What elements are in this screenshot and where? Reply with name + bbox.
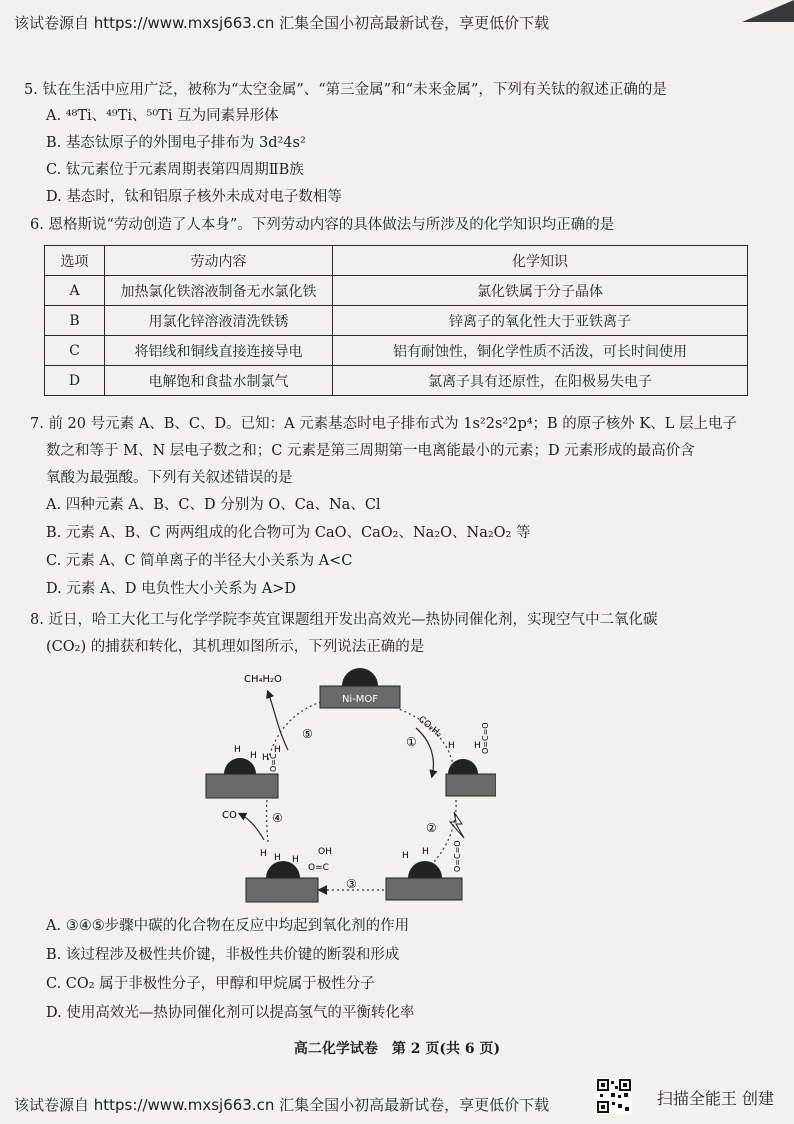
co-label: CO [222, 810, 237, 821]
table-row [45, 366, 748, 396]
q7-option-c: C. 元素 A、C 简单离子的半径大小关系为 A<C [46, 553, 353, 569]
catalyst-block-left [206, 774, 278, 798]
table-cell: 氯离子具有还原性，在阳极易失电子 [333, 366, 748, 396]
table-cell: B [45, 306, 105, 336]
source-banner-bottom[interactable]: 该试卷源自 https://www.mxsj663.cn 汇集全国小初高最新试卷，享更低价下载 [14, 1096, 550, 1114]
h-atom: H [474, 741, 481, 751]
table-header-cell: 选项 [45, 246, 105, 276]
table-cell: C [45, 336, 105, 366]
catalyst-block-right [446, 774, 496, 796]
q8-option-d: D. 使用高效光—热协同催化剂可以提高氢气的平衡转化率 [46, 1005, 415, 1021]
table-cell: 将铝线和铜线直接连接导电 [105, 336, 333, 366]
q8-option-b: B. 该过程涉及极性共价键，非极性共价键的断裂和形成 [46, 947, 400, 963]
q5-option-d: D. 基态时，钛和铝原子核外未成对电子数相等 [46, 189, 342, 205]
q7-stem-line-2: 数之和等于 M、N 层电子数之和；C 元素是第三周期第一电离能最小的元素；D 元素形成的最高价含 [46, 443, 695, 459]
q5-option-b: B. 基态钛原子的外围电子排布为 3d²4s² [46, 135, 306, 151]
table-cell: 加热氯化铁溶液制备无水氯化铁 [105, 276, 333, 306]
q7-option-d: D. 元素 A、D 电负性大小关系为 A>D [46, 581, 296, 597]
catalyst-dome-top [342, 668, 378, 686]
cycle-path-1 [321, 700, 454, 778]
step-3-label: ③ [346, 877, 357, 891]
formyl-group: O=C [308, 863, 329, 873]
page-footer: 高二化学试卷 第 2 页(共 6 页) [293, 1041, 501, 1057]
step-5-label: ⑤ [302, 727, 313, 741]
table-cell: 铝有耐蚀性，铜化学性质不活泼，可长时间使用 [333, 336, 748, 366]
step-1-label: ① [406, 735, 417, 749]
table-cell: A [45, 276, 105, 306]
h-atom: H [274, 745, 281, 755]
h-atom: H [292, 855, 299, 865]
h-atom: H [402, 851, 409, 861]
q7-option-b: B. 元素 A、B、C 两两组成的化合物可为 CaO、CaO₂、Na₂O、Na₂O₂ 等 [46, 525, 531, 541]
h-atom: H [422, 847, 429, 857]
mechanism-diagram [196, 660, 496, 910]
step-4-arrow [240, 814, 264, 840]
reactants-label: CO₂H₂ [416, 714, 444, 740]
catalyst-label: Ni-MOF [341, 694, 379, 705]
step-2-label: ② [426, 821, 437, 835]
q8-option-c: C. CO₂ 属于非极性分子，甲醇和甲烷属于极性分子 [46, 976, 375, 992]
formyl-group: O=C [269, 753, 278, 772]
q5-option-a: A. ⁴⁸Ti、⁴⁹Ti、⁵⁰Ti 互为同素异形体 [46, 108, 279, 124]
q7-option-a: A. 四种元素 A、B、C、D 分别为 O、Ca、Na、Cl [46, 497, 381, 513]
page-corner-shadow [734, 0, 794, 22]
q5-stem: 5. 钛在生活中应用广泛，被称为“太空金属”、“第三金属”和“未来金属”，下列有关钛的叙述正确的是 [24, 82, 667, 98]
table-cell: 锌离子的氧化性大于亚铁离子 [333, 306, 748, 336]
h-atom: H [262, 753, 269, 763]
q5-option-c: C. 钛元素位于元素周期表第四周期ⅡB族 [46, 162, 304, 178]
h-atom: H [250, 751, 257, 761]
table-header-row [45, 246, 748, 276]
table-cell: 氯化铁属于分子晶体 [333, 276, 748, 306]
oh-label: OH [318, 847, 332, 857]
table-row [45, 276, 748, 306]
h-atom: H [274, 853, 281, 863]
table-cell: 用氯化锌溶液清洗铁锈 [105, 306, 333, 336]
catalyst-block-bottom-left [246, 878, 318, 902]
q7-stem-line-3: 氧酸为最强酸。下列有关叙述错误的是 [46, 470, 293, 486]
top-product-label: CH₄H₂O [244, 674, 282, 685]
h-atom: H [260, 849, 267, 859]
q6-table [44, 245, 748, 396]
h-atom: H [448, 741, 455, 751]
table-row [45, 306, 748, 336]
table-row [45, 336, 748, 366]
table-header-cell: 化学知识 [333, 246, 748, 276]
h-atom: H [234, 745, 241, 755]
table-cell: 电解饱和食盐水制氯气 [105, 366, 333, 396]
scanner-watermark: 扫描全能王 创建 [656, 1089, 774, 1108]
step-1-arrow [416, 728, 433, 776]
source-banner-top[interactable]: 该试卷源自 https://www.mxsj663.cn 汇集全国小初高最新试卷，享更低价下载 [14, 14, 550, 32]
catalyst-block-bottom-right [386, 878, 462, 900]
catalyst-dome-bottom-right [408, 861, 442, 878]
co2-molecule: O=C=O [481, 722, 490, 754]
q7-stem-line-1: 7. 前 20 号元素 A、B、C、D。已知：A 元素基态时电子排布式为 1s²2s²2p⁴；B 的原子核外 K、L 层上电子 [30, 416, 737, 432]
q6-stem: 6. 恩格斯说“劳动创造了人本身”。下列劳动内容的具体做法与所涉及的化学知识均正确的是 [30, 217, 615, 233]
release-arrow [268, 692, 288, 750]
q8-stem-line-1: 8. 近日，哈工大化工与化学学院李英宜课题组开发出高效光—热协同催化剂，实现空气中二氧化碳 [30, 612, 658, 628]
co2-molecule: O=C=O [453, 840, 462, 872]
q8-option-a: A. ③④⑤步骤中碳的化合物在反应中均起到氧化剂的作用 [46, 918, 410, 934]
q8-stem-line-2: (CO₂) 的捕获和转化，其机理如图所示，下列说法正确的是 [46, 639, 425, 655]
table-header-cell: 劳动内容 [105, 246, 333, 276]
step-4-label: ④ [272, 811, 283, 825]
table-cell: D [45, 366, 105, 396]
light-icon [450, 812, 464, 838]
qr-code-icon [596, 1078, 632, 1114]
